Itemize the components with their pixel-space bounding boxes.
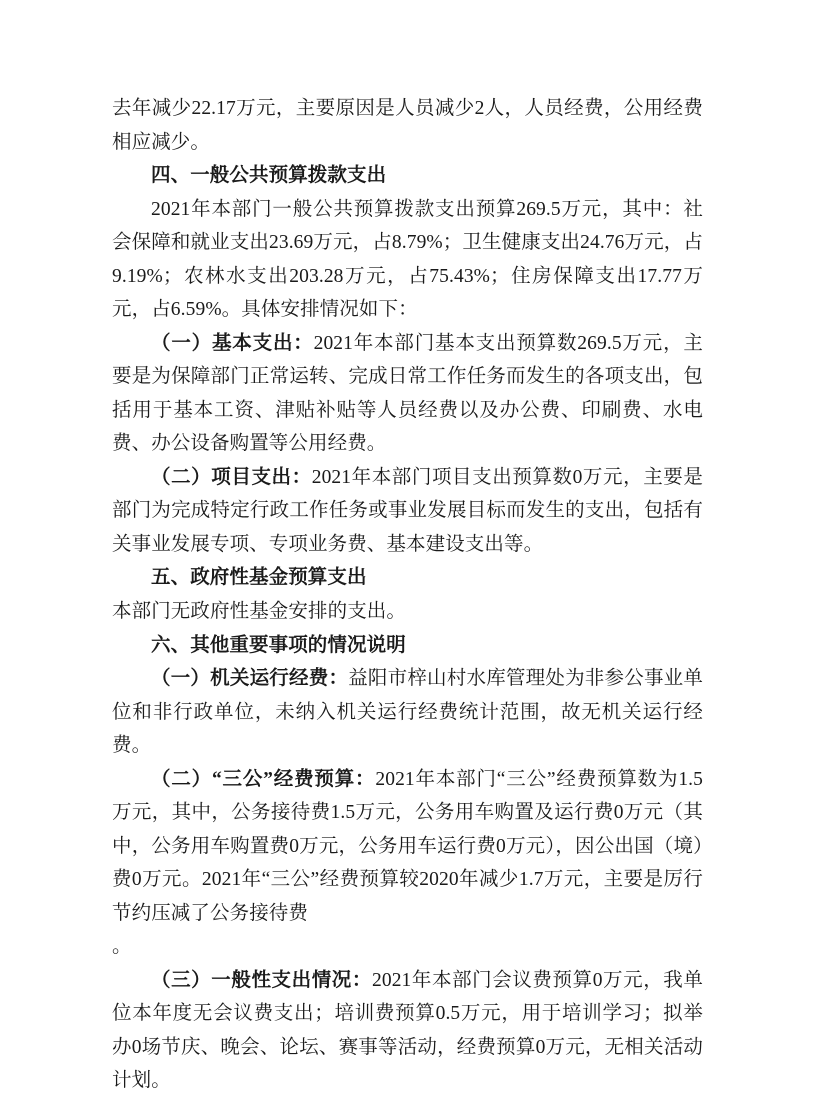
- section-heading-five: 五、政府性基金预算支出: [151, 567, 367, 589]
- paragraph-project-expenditure: [112, 461, 703, 562]
- document-body: [112, 92, 703, 1098]
- text-three-public-expense: 2021年本部门“三公”经费预算数为1.5万元，其中，公务接待费1.5万元，公务用车购置及运行费0万元（其中，公务用车购置费0万元，公务用车运行费0万元），因公出国（境）费0万元。2021年“三公”经费预算较2020年减少1.7万元，主要是厉行节约压减了公务接待费: [112, 768, 703, 924]
- paragraph-three-public-expense: [112, 763, 703, 931]
- text-project-expenditure: 2021年本部门项目支出预算数0万元，主要是部门为完成特定行政工作任务或事业发展目标而发生的支出，包括有关事业发展专项、专项业务费、基本建设支出等。: [112, 466, 703, 555]
- section-heading-four: 四、一般公共预算拨款支出: [151, 165, 387, 187]
- lead-three-public-expense: （二）“三公”经费预算：: [151, 768, 376, 790]
- text-operating-expense: 益阳市梓山村水库管理处为非参公事业单位和非行政单位，未纳入机关运行经费统计范围，故无机关运行经费。: [112, 668, 703, 757]
- paragraph-operating-expense: [112, 662, 703, 763]
- text-basic-expenditure: 2021年本部门基本支出预算数269.5万元，主要是为保障部门正常运转、完成日常工作任务而发生的各项支出，包括用于基本工资、津贴补贴等人员经费以及办公费、印刷费、水电费、办公设备购置等公用经费。: [112, 332, 703, 455]
- paragraph-budget-overview: 2021年本部门一般公共预算拨款支出预算269.5万元，其中：社会保障和就业支出23.69万元，占8.79%；卫生健康支出24.76万元，占9.19%；农林水支出203.28万元，占75.43%；住房保障支出17.77万元，占6.59%。具体安排情况如下：: [112, 198, 703, 321]
- lead-project-expenditure: （二）项目支出：: [151, 466, 312, 488]
- text-general-expenditure: 2021年本部门会议费预算0万元，我单位本年度无会议费支出；培训费预算0.5万元，用于培训学习；拟举办0场节庆、晚会、论坛、赛事等活动，经费预算0万元，无相关活动计划。: [112, 969, 703, 1092]
- paragraph-continued: 去年减少22.17万元，主要原因是人员减少2人，人员经费，公用经费相应减少。: [112, 98, 703, 153]
- lead-general-expenditure: （三）一般性支出情况：: [151, 969, 372, 991]
- paragraph-general-expenditure: [112, 964, 703, 1098]
- orphan-punctuation: 。: [112, 936, 132, 958]
- lead-basic-expenditure: （一）基本支出：: [151, 332, 314, 354]
- lead-operating-expense: （一）机关运行经费：: [151, 668, 349, 690]
- section-heading-six: 六、其他重要事项的情况说明: [151, 634, 406, 656]
- paragraph-basic-expenditure: [112, 327, 703, 461]
- paragraph-government-fund: 本部门无政府性基金安排的支出。: [112, 600, 407, 622]
